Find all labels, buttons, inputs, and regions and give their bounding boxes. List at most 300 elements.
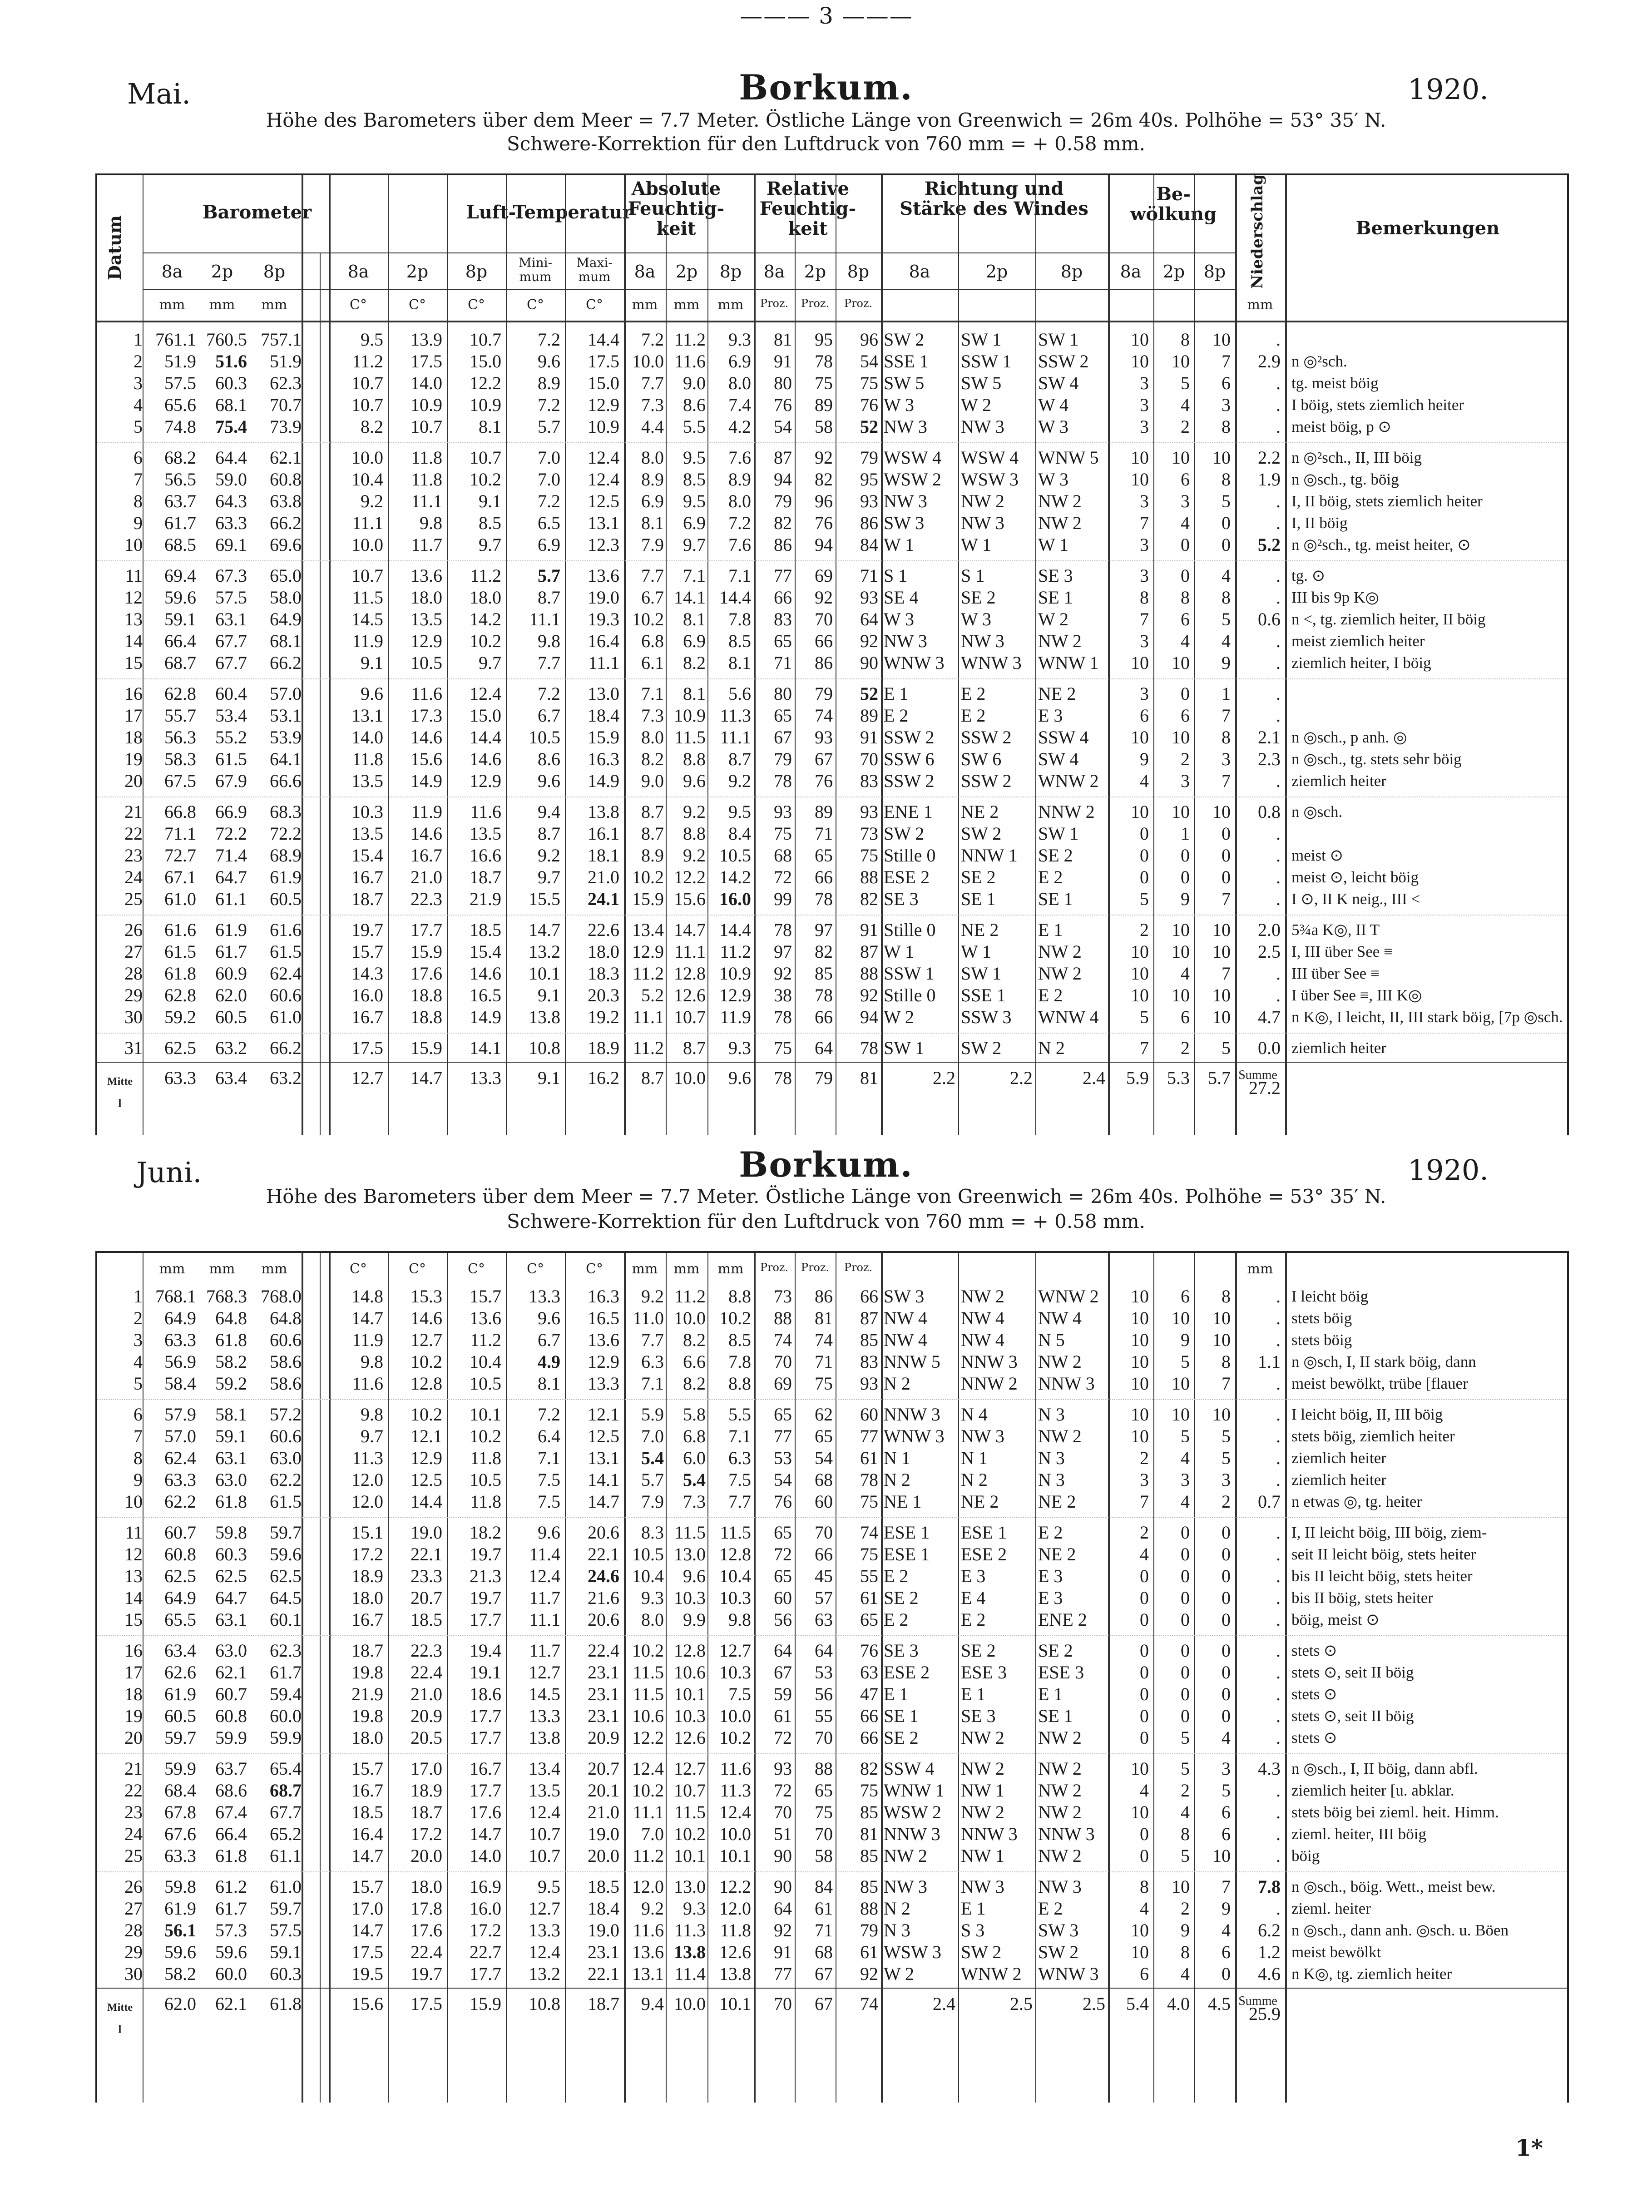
cell-t2: 11.1 [411, 491, 442, 511]
cell-day: 11 [125, 565, 143, 586]
cell-t8: 15.7 [351, 941, 383, 962]
cell-n: . [1276, 329, 1281, 350]
cell-tmin: 9.8 [538, 631, 560, 651]
cell-c8: 3 [1140, 395, 1149, 415]
cell-t8p: 11.2 [470, 1330, 501, 1350]
cell-r8p: 61 [860, 1588, 878, 1608]
cell-c8: 10 [1131, 1330, 1149, 1350]
cell-t8: 19.5 [351, 1964, 383, 1984]
cell-b2: 59.2 [215, 1373, 247, 1394]
cell-a2: 11.5 [674, 1522, 706, 1543]
cell-n: . [1276, 395, 1281, 415]
cell-n: . [1276, 1780, 1281, 1801]
cell-w8p: SSW 4 [1038, 727, 1089, 747]
cell-r8p: 76 [860, 395, 878, 415]
cell-r8p: 47 [860, 1684, 878, 1704]
cell-a8: 6.3 [641, 1351, 664, 1372]
cell-a8: 7.1 [641, 683, 664, 704]
cell-a2: 12.6 [674, 985, 706, 1005]
cell-tmax: 18.1 [588, 845, 619, 866]
cell-tmin: 10.8 [529, 1038, 560, 1058]
cell-c2: 6 [1181, 705, 1190, 726]
cell-b2: 59.6 [215, 1942, 247, 1962]
cell-b8: 56.1 [164, 1920, 196, 1940]
cell-day: 3 [134, 373, 143, 393]
cell-a8p: 12.7 [719, 1640, 751, 1661]
cell-b8: 62.8 [164, 985, 196, 1005]
cell-r8p: 91 [860, 727, 878, 747]
cell-t8: 9.5 [361, 329, 383, 350]
cell-b8: 62.6 [164, 1662, 196, 1683]
table-row [97, 1286, 1567, 1307]
cell-t8p: 17.7 [470, 1964, 501, 1984]
cell-w2: SW 5 [961, 373, 1002, 393]
cell-t2: 14.9 [411, 771, 442, 791]
cell-day: 6 [134, 447, 143, 468]
sub-b8p: 8p [263, 262, 286, 282]
cell-w8: W 3 [884, 609, 915, 629]
cell-rem: stets ⊙, seit II böig [1291, 1707, 1414, 1725]
cell-b8p: 61.9 [270, 867, 302, 887]
cell-r2: 82 [815, 941, 833, 962]
sub-a8p: 8p [719, 262, 742, 282]
cell-c2: 0 [1181, 845, 1190, 866]
cell-t8p: 18.7 [470, 867, 501, 887]
cell-w2: WSW 3 [961, 469, 1019, 490]
cell-w2: SSE 1 [961, 985, 1006, 1005]
cell-t8: 16.4 [351, 1824, 383, 1844]
cell-c8: 4 [1140, 1898, 1149, 1919]
cell-rem: meist ⊙ [1291, 846, 1343, 864]
cell-a8p: 12.6 [719, 1942, 751, 1962]
cell-a8p: 10.0 [719, 1706, 751, 1726]
cell-b8p: 61.1 [270, 1846, 302, 1866]
cell-t2: 17.8 [411, 1898, 442, 1919]
cell-b8p: 62.4 [270, 963, 302, 984]
cell-t8p: 17.2 [470, 1920, 501, 1940]
cell-rem: meist bewölkt [1291, 1943, 1381, 1961]
mean-t2: 14.7 [411, 1068, 442, 1088]
cell-c8p: 0 [1222, 823, 1231, 844]
cell-w8: SW 2 [884, 823, 925, 844]
cell-rem: stets böig [1291, 1309, 1352, 1327]
cell-tmax: 19.3 [588, 609, 619, 629]
cell-n: . [1276, 985, 1281, 1005]
cell-b2: 67.4 [215, 1802, 247, 1822]
col-head-remarks: Bemerkungen [1355, 218, 1500, 239]
cell-tmax: 20.1 [588, 1780, 619, 1801]
cell-w8p: WNW 2 [1038, 1286, 1099, 1306]
cell-a8: 6.1 [641, 653, 664, 673]
cell-w8: SSE 1 [884, 351, 929, 371]
cell-b8: 59.1 [164, 609, 196, 629]
cell-a2: 5.4 [683, 1470, 706, 1490]
cell-c8: 4 [1140, 1780, 1149, 1801]
cell-rem: I leicht böig, II, III böig [1291, 1405, 1443, 1423]
cell-r2: 66 [815, 631, 833, 651]
cell-b2: 60.0 [215, 1964, 247, 1984]
cell-b8p: 66.2 [270, 1038, 302, 1058]
cell-day: 9 [134, 1470, 143, 1490]
cell-c2: 4 [1181, 1448, 1190, 1468]
cell-tmax: 19.0 [588, 1824, 619, 1844]
cell-w8p: N 5 [1038, 1330, 1065, 1350]
cell-rem: n ◎sch. [1291, 803, 1343, 821]
unit-c: C° [350, 297, 367, 313]
cell-r8p: 92 [860, 1964, 878, 1984]
group-separator [97, 560, 1567, 561]
cell-a8: 5.4 [641, 1448, 664, 1468]
cell-t2: 10.9 [411, 395, 442, 415]
cell-tmin: 11.1 [529, 609, 560, 629]
cell-t8p: 15.0 [470, 351, 501, 371]
footer-mark: 1* [1515, 2134, 1543, 2161]
cell-b8p: 61.0 [270, 1007, 302, 1027]
cell-c8: 3 [1140, 565, 1149, 586]
cell-r8: 56 [774, 1609, 792, 1630]
cell-tmax: 22.4 [588, 1640, 619, 1661]
page-number: ——— 3 ——— [740, 3, 913, 29]
cell-day: 14 [124, 631, 143, 651]
cell-b2: 61.9 [215, 920, 247, 940]
cell-b2: 67.7 [215, 653, 247, 673]
cell-tmin: 8.7 [538, 587, 560, 608]
cell-w8: NE 1 [884, 1491, 922, 1512]
cell-w8: WSW 2 [884, 469, 942, 490]
cell-t2: 18.8 [411, 1007, 442, 1027]
cell-tmax: 24.1 [588, 889, 619, 909]
cell-a2: 9.3 [683, 1898, 706, 1919]
cell-r2: 92 [815, 587, 833, 608]
cell-t8p: 14.9 [470, 1007, 501, 1027]
mean-c2: 4.0 [1167, 1994, 1190, 2014]
cell-tmax: 21.6 [588, 1588, 619, 1608]
cell-n: . [1276, 1426, 1281, 1446]
cell-rem: zieml. heiter [1291, 1900, 1371, 1917]
cell-t2: 18.5 [411, 1609, 442, 1630]
cell-c8p: 3 [1222, 395, 1231, 415]
cell-r8p: 94 [860, 1007, 878, 1027]
mean-b8: 63.3 [164, 1068, 196, 1088]
cell-w2: E 2 [961, 683, 986, 704]
cell-day: 2 [134, 351, 143, 371]
cell-a8p: 9.5 [728, 802, 751, 822]
cell-w8p: NW 2 [1038, 491, 1082, 511]
cell-a8: 12.2 [632, 1727, 664, 1748]
table-row [97, 866, 1567, 888]
cell-b2: 62.1 [215, 1662, 247, 1683]
cell-t2: 12.1 [411, 1426, 442, 1446]
cell-tmax: 12.3 [588, 534, 619, 555]
cell-r8p: 95 [860, 469, 878, 490]
june-table [95, 1251, 1569, 2103]
cell-w8p: E 2 [1038, 1898, 1063, 1919]
cell-r8: 78 [774, 920, 792, 940]
cell-tmin: 9.2 [538, 845, 560, 866]
table-row [97, 1307, 1567, 1329]
unit-c: C° [409, 297, 426, 313]
cell-day: 7 [134, 1426, 143, 1446]
cell-c8p: 5 [1222, 609, 1231, 629]
cell-w8p: NNW 3 [1038, 1824, 1095, 1844]
cell-n: . [1276, 1824, 1281, 1844]
cell-w8p: E 3 [1038, 705, 1063, 726]
cell-t2: 17.5 [411, 351, 442, 371]
cell-c2: 0 [1181, 1662, 1190, 1683]
cell-tmax: 13.6 [588, 1330, 619, 1350]
table-row [97, 1565, 1567, 1587]
cell-a8p: 11.8 [720, 1920, 751, 1940]
sub-c8a: 8a [1120, 262, 1142, 282]
cell-r2: 70 [815, 1522, 833, 1543]
table-row [97, 1469, 1567, 1491]
cell-t8p: 18.2 [470, 1522, 501, 1543]
cell-t2: 11.6 [411, 683, 442, 704]
cell-a2: 11.5 [674, 1802, 706, 1822]
cell-w2: NW 2 [961, 1802, 1004, 1822]
cell-w2: SSW 1 [961, 351, 1012, 371]
sub-b2p: 2p [211, 262, 233, 282]
unit-mm: mm [209, 297, 235, 313]
cell-c8p: 1 [1222, 683, 1231, 704]
cell-w8: SW 3 [884, 513, 925, 533]
cell-b8p: 768.0 [261, 1286, 302, 1306]
cell-b8p: 60.1 [270, 1609, 302, 1630]
cell-c8: 0 [1140, 1588, 1149, 1608]
cell-r8: 70 [774, 1802, 792, 1822]
cell-rem: seit II leicht böig, stets heiter [1291, 1545, 1476, 1563]
cell-tmax: 13.6 [588, 565, 619, 586]
cell-a8: 4.4 [641, 416, 664, 437]
cell-w8: NW 3 [884, 491, 927, 511]
cell-t8: 16.7 [351, 1780, 383, 1801]
cell-w8: N 2 [884, 1470, 910, 1490]
cell-b8p: 64.1 [270, 749, 302, 769]
cell-b8p: 60.6 [270, 985, 302, 1005]
cell-r8p: 82 [860, 889, 878, 909]
table-row [97, 416, 1567, 438]
cell-b8: 59.6 [164, 1942, 196, 1962]
cell-t8: 14.7 [351, 1308, 383, 1328]
cell-b8p: 53.1 [270, 705, 302, 726]
cell-a8: 7.0 [641, 1426, 664, 1446]
sub-t8a: 8a [347, 262, 369, 282]
cell-tmax: 24.6 [588, 1566, 619, 1586]
cell-c8p: 2 [1222, 1491, 1231, 1512]
cell-b8p: 61.0 [270, 1876, 302, 1897]
cell-n: . [1276, 1470, 1281, 1490]
cell-tmax: 16.1 [588, 823, 619, 844]
col-head-abs-humidity: Absolute Feuchtig-keit [628, 178, 725, 239]
cell-r8: 66 [774, 587, 792, 608]
cell-r8p: 83 [860, 1351, 878, 1372]
cell-a8: 10.5 [632, 1544, 664, 1564]
cell-r8: 38 [774, 985, 792, 1005]
cell-c8p: 7 [1222, 1373, 1231, 1394]
cell-w2: NW 3 [961, 631, 1004, 651]
cell-a2: 11.1 [674, 941, 706, 962]
cell-a2: 12.6 [674, 1727, 706, 1748]
cell-b2: 66.4 [215, 1824, 247, 1844]
cell-a8p: 9.8 [728, 1609, 751, 1630]
cell-t8: 19.7 [351, 920, 383, 940]
cell-rem: n ◎sch., I, II böig, dann abfl. [1291, 1760, 1478, 1777]
cell-t8p: 10.7 [470, 447, 501, 468]
cell-b8: 61.8 [164, 963, 196, 984]
cell-t8: 13.5 [351, 771, 383, 791]
cell-c8p: 0 [1222, 1662, 1231, 1683]
cell-rem: ziemlich heiter [1291, 1471, 1386, 1489]
cell-tmax: 20.6 [588, 1522, 619, 1543]
cell-rem [1291, 683, 1564, 705]
cell-tmin: 9.6 [538, 1522, 560, 1543]
cell-t8: 17.5 [351, 1038, 383, 1058]
cell-a2: 15.6 [674, 889, 706, 909]
cell-w8: Stille 0 [884, 920, 936, 940]
cell-b8: 62.5 [164, 1566, 196, 1586]
cell-c8: 0 [1140, 1684, 1149, 1704]
cell-b8: 63.4 [164, 1640, 196, 1661]
cell-w8: WSW 4 [884, 447, 942, 468]
cell-tmax: 20.9 [588, 1727, 619, 1748]
cell-day: 6 [134, 1404, 143, 1425]
mean-a2: 10.0 [674, 1994, 706, 2014]
cell-r8p: 89 [860, 705, 878, 726]
cell-w8: SE 2 [884, 1727, 919, 1748]
cell-r2: 84 [815, 1876, 833, 1897]
cell-tmin: 10.7 [529, 1824, 560, 1844]
cell-r8: 74 [774, 1330, 792, 1350]
cell-b2: 69.1 [215, 534, 247, 555]
cell-a2: 10.3 [674, 1588, 706, 1608]
cell-c2: 6 [1181, 469, 1190, 490]
table-row [97, 801, 1567, 823]
cell-w2: SSW 2 [961, 727, 1012, 747]
cell-b8: 58.3 [164, 749, 196, 769]
cell-a8p: 11.3 [720, 1780, 751, 1801]
station-title: Borkum. [739, 1144, 913, 1185]
cell-w8: W 3 [884, 395, 915, 415]
cell-w2: NW 2 [961, 1727, 1004, 1748]
cell-r2: 65 [815, 1780, 833, 1801]
cell-a2: 10.0 [674, 1308, 706, 1328]
cell-w8p: N 3 [1038, 1404, 1065, 1425]
cell-r8: 75 [774, 1038, 792, 1058]
cell-b8: 55.7 [164, 705, 196, 726]
cell-tmin: 5.7 [538, 416, 560, 437]
cell-day: 8 [134, 1448, 143, 1468]
table-row [97, 447, 1567, 469]
cell-tmin: 13.2 [529, 941, 560, 962]
cell-a8p: 7.4 [728, 395, 751, 415]
cell-r2: 85 [815, 963, 833, 984]
cell-day: 28 [124, 1920, 143, 1940]
cell-tmax: 23.1 [588, 1684, 619, 1704]
cell-r8p: 87 [860, 1308, 878, 1328]
cell-r8p: 75 [860, 1544, 878, 1564]
cell-tmax: 15.9 [588, 727, 619, 747]
cell-tmin: 7.2 [538, 395, 560, 415]
cell-a2: 10.7 [674, 1780, 706, 1801]
cell-t8: 11.2 [352, 351, 383, 371]
cell-t2: 18.9 [411, 1780, 442, 1801]
cell-a8p: 12.9 [719, 985, 751, 1005]
cell-b2: 62.0 [215, 985, 247, 1005]
cell-r8p: 75 [860, 845, 878, 866]
cell-t2: 19.7 [411, 1964, 442, 1984]
cell-c8: 10 [1131, 1802, 1149, 1822]
cell-t2: 17.2 [411, 1824, 442, 1844]
cell-r8: 86 [774, 534, 792, 555]
cell-day: 31 [124, 1038, 143, 1058]
cell-b8p: 51.9 [270, 351, 302, 371]
cell-rem: ziemlich heiter, I böig [1291, 654, 1431, 672]
cell-t2: 22.4 [411, 1662, 442, 1683]
cell-w8: SW 2 [884, 329, 925, 350]
mean-wind-force: 2.2 [1010, 1068, 1033, 1088]
cell-t2: 17.0 [411, 1758, 442, 1779]
cell-r2: 71 [815, 1351, 833, 1372]
cell-b2: 59.0 [215, 469, 247, 490]
cell-c2: 10 [1172, 1876, 1190, 1897]
unit-c: C° [586, 1261, 603, 1277]
cell-t8: 13.1 [351, 705, 383, 726]
cell-a2: 10.7 [674, 1007, 706, 1027]
cell-b2: 51.6 [215, 351, 247, 371]
mean-t8: 15.6 [351, 1994, 383, 2014]
cell-b2: 75.4 [215, 416, 247, 437]
cell-n: 2.2 [1258, 447, 1281, 468]
cell-r2: 76 [815, 771, 833, 791]
cell-c2: 3 [1181, 771, 1190, 791]
cell-b8p: 66.6 [270, 771, 302, 791]
cell-a8p: 10.5 [719, 845, 751, 866]
col-head-barometer: Barometer [202, 202, 312, 223]
cell-t2: 14.0 [411, 373, 442, 393]
cell-day: 10 [124, 534, 143, 555]
cell-w8: ESE 2 [884, 1662, 930, 1683]
cell-c8: 10 [1131, 469, 1149, 490]
cell-w8p: ENE 2 [1038, 1609, 1087, 1630]
table-row [97, 1705, 1567, 1727]
cell-w8p: E 1 [1038, 920, 1063, 940]
mean-t8p: 13.3 [470, 1068, 501, 1088]
cell-r8p: 79 [860, 447, 878, 468]
cell-r8: 94 [774, 469, 792, 490]
cell-a2: 10.1 [674, 1684, 706, 1704]
cell-c8: 7 [1140, 609, 1149, 629]
cell-rem: n ◎²sch. [1291, 352, 1347, 370]
cell-tmax: 22.1 [588, 1964, 619, 1984]
cell-t2: 13.6 [411, 565, 442, 586]
cell-n: 1.9 [1258, 469, 1281, 490]
cell-t8p: 10.5 [470, 1470, 501, 1490]
cell-a8: 12.9 [632, 941, 664, 962]
cell-c8p: 10 [1212, 1846, 1231, 1866]
cell-b8: 65.6 [164, 395, 196, 415]
cell-t8: 15.1 [351, 1522, 383, 1543]
cell-tmax: 20.6 [588, 1609, 619, 1630]
cell-r2: 76 [815, 513, 833, 533]
mean-a8p: 10.1 [719, 1994, 751, 2014]
cell-c8: 3 [1140, 683, 1149, 704]
unit-c: C° [409, 1261, 426, 1277]
cell-b8: 62.8 [164, 683, 196, 704]
cell-a8p: 12.8 [719, 1544, 751, 1564]
sub-c8p: 8p [1203, 262, 1226, 282]
cell-t8p: 10.2 [470, 631, 501, 651]
cell-rem: I, III über See ≡ [1291, 943, 1393, 960]
